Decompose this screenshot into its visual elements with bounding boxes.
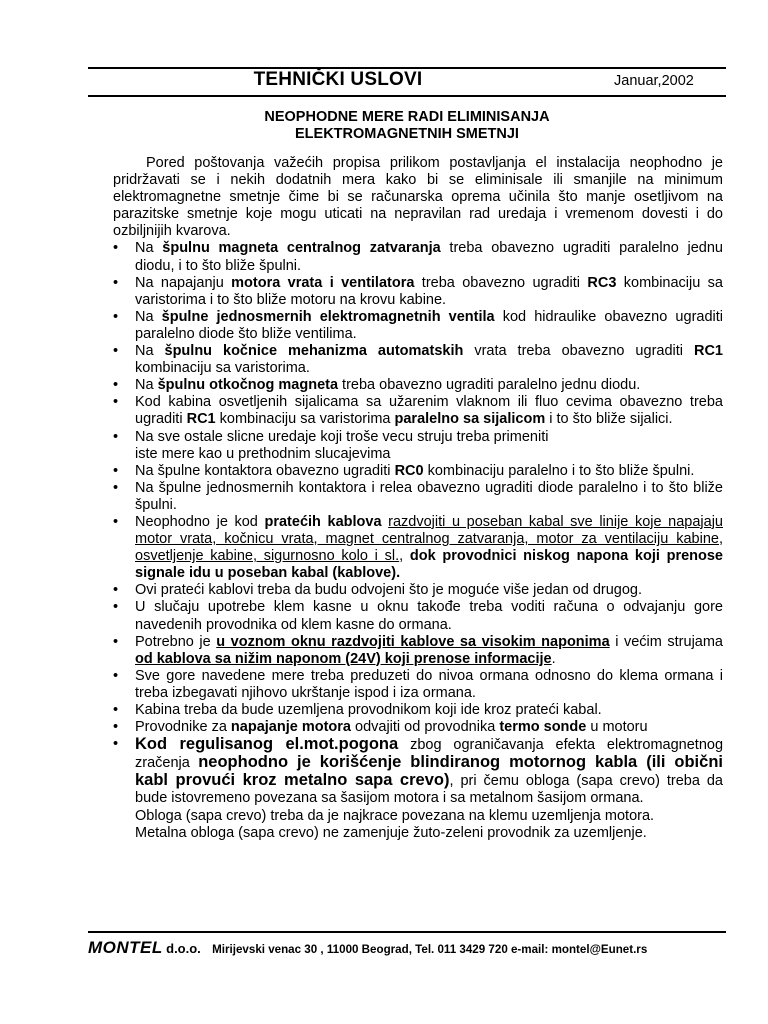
bullet-marker: • [113,719,119,736]
list-item-text: RC3 [587,274,617,291]
bullet-marker: • [113,599,119,616]
list-item-text: odvajiti od provodnika [350,719,500,736]
list-item [113,394,723,428]
document-title: TEHNIČKI USLOVI [253,69,423,90]
bullet-marker: • [113,736,119,753]
list-item [113,480,723,514]
document-body [113,155,723,842]
list-item [113,240,723,274]
list-item-text: Kod regulisanog el.mot.pogona [135,735,399,754]
list-item-text: Na špulne kontaktora obavezno ugraditi [135,462,395,479]
company-logo: MONTEL [88,938,163,957]
list-item-text: motora vrata i ventilatora [231,274,415,291]
list-item-text: kod hidraulike obavezno ugraditi paralelno diode što bliže ventilima. [135,308,723,342]
bullet-marker: • [113,274,119,291]
list-item-text: kombinaciju paralelno i to što bliže špulni. [423,462,695,479]
list-item-text: špulnu otkočnog magneta [157,377,339,394]
list-item-text: u motoru [586,719,648,736]
company-contact: Mirijevski venac 30 , 11000 Beograd, Tel. 011 3429 720 e-mail: montel@Eunet.rs [212,943,648,956]
intro-paragraph: Pored poštovanja važećih propisa prilikom postavljanja el instalacija neophodno je pridržavati se i nekih dodatnih mera kako bi se eliminisale ili smanjile na minimum elektromagnetne smetnje čime bi se računarska oprema učinila što manje osetljivom na parazitske smetnje koje mogu uticati na nepravilan rad uredaja i vremenom dovesti i do ozbiljnijih kvarova. [113,155,723,240]
list-item-text: treba obavezno ugraditi paralelno jednu diodu, i to što bliže špulni. [135,240,723,274]
list-item-text: vrata treba obavezno ugraditi [463,343,694,360]
bullet-marker: • [113,394,119,411]
bullet-marker: • [113,240,119,257]
list-item-text: razdvojiti u poseban kabal sve linije koje napajaju motor vrata, kočnicu vrata, magnet centralnog zatvaranja, motor za ventilaciju kabine, osvetljenje kabine, sigurnosno kolo i sl. [135,513,723,565]
list-item-text: kombinaciju sa varistorima [215,411,395,428]
list-item-text: U slučaju upotrebe klem kasne u oknu takođe treba voditi računa o odvajanju gore navedenih provodnika od klem kasne do ormana. [135,599,723,633]
list-item-text: i to što bliže sijalici. [545,411,673,428]
list-item [113,702,723,719]
list-item-text: od kablova sa nižim naponom (24V) koji prenose informacije [135,650,552,667]
list-item [113,719,723,736]
list-item-text: Na sve ostale slicne uredaje koji troše vecu struju treba primeniti [135,428,549,445]
list-item-text: špulnu magneta centralnog zatvaranja [162,240,441,257]
bullet-marker: • [113,702,119,718]
list-item-text: neophodno je korišćenje blindiranog motornog kabla (ili obični kabl provući kroz metalno sapa crevo) [135,753,723,790]
list-item [113,634,723,668]
list-item-text: Provodnike za [135,719,231,736]
list-item-text: kombinaciju sa varistorima i to što bliže motoru na krovu kabine. [135,274,723,308]
list-item-text: špulne jednosmernih elektromagnetnih ventila [161,308,495,325]
list-item-text: , pri čemu obloga (sapa crevo) treba da bude istovremeno povezana sa šasijom motora i sa metalnom šasijom ormana. [135,773,723,807]
list-item-text: RC0 [394,462,424,479]
list-item-text: Na [135,240,163,257]
list-item-text: Obloga (sapa crevo) treba da je najkrace povezana na klemu uzemljenja motora. [135,807,655,824]
list-item-text: zbog ograničavanja efekta elektromagnetnog zračenja [135,737,724,772]
bullet-marker: • [113,633,119,650]
section-heading-line-2: ELEKTROMAGNETNIH SMETNJI [295,126,519,142]
bullet-marker: • [113,513,119,530]
bullet-marker: • [113,667,119,684]
list-item-text: Kabina treba da bude uzemljena provodnikom koji ide kroz prateći kabal. [135,702,602,718]
list-item [113,582,723,599]
list-item-text: napajanje motora [230,719,351,736]
list-item-text: u voznom oknu razdvojiti kablove sa visokim naponima [216,633,610,650]
list-item [113,429,723,463]
list-item-text: Na [135,308,162,325]
requirements-list [113,240,723,841]
list-item-text: RC1 [693,343,723,360]
list-item-text: iste mere kao u prethodnim slucajevima [135,445,391,462]
list-item-text: pratećih kablova [264,513,382,530]
section-heading-line-1: NEOPHODNE MERE RADI ELIMINISANJA [264,109,550,125]
list-item-text: Sve gore navedene mere treba preduzeti do nivoa ormana odnosno do klema ormana i treba izbegavati njihovo ukrštanje ispod i iza ormana. [135,667,723,701]
list-item-text: Na [135,377,158,394]
list-item [113,275,723,309]
list-item-text: treba obavezno ugraditi paralelno jednu diodu. [338,377,641,394]
list-item-text: Kod kabina osvetljenih sijalicama sa užarenim vlaknom ili fluo cevima obavezno treba ugraditi [135,394,723,428]
footer-rule [88,931,726,933]
list-item-text: Na napajanju [135,274,232,291]
bullet-marker: • [113,428,119,445]
list-item-text: kombinaciju sa varistorima. [135,360,310,377]
list-item-text: , [399,548,410,565]
header-rule [88,95,726,97]
bullet-marker: • [113,479,119,496]
list-item-text: i većim strujama [609,633,723,650]
list-item-text: Ovi prateći kablovi treba da budu odvojeni što je moguće više jedan od drugog. [135,582,643,599]
bullet-marker: • [113,582,119,599]
list-item [113,377,723,394]
bullet-marker: • [113,308,119,325]
list-item-text: dok provodnici niskog napona koji prenose signale idu u poseban kabal (kablove). [135,548,723,582]
list-item-text: treba obavezno ugraditi [414,274,588,291]
list-item-text: špulnu kočnice mehanizma automatskih [164,343,464,360]
list-item-text: . [551,650,556,667]
list-item-text: Metalna obloga (sapa crevo) ne zamenjuje žuto-zeleni provodnik za uzemljenje. [135,824,647,841]
list-item-text: Neophodno je kod [135,513,265,530]
list-item [113,343,723,377]
document-header [88,69,726,93]
list-item [113,463,723,480]
bullet-marker: • [113,343,119,360]
bullet-marker: • [113,462,119,479]
list-item-text: Potrebno je [135,633,217,650]
list-item-text: Na [135,343,165,360]
list-item-text: termo sonde [499,719,587,736]
section-heading [88,109,726,143]
list-item [113,309,723,343]
company-suffix: d.o.o. [166,941,201,956]
list-item-text: RC1 [186,411,216,428]
list-item [113,736,723,842]
list-item [113,668,723,702]
list-item [113,514,723,582]
document-date: Januar,2002 [614,73,694,89]
list-item-text: Na špulne jednosmernih kontaktora i relea obavezno ugraditi diode paralelno i to što bliže špulni. [135,479,723,513]
bullet-marker: • [113,377,119,394]
page-footer [88,938,726,958]
list-item-text: paralelno sa sijalicom [394,411,546,428]
list-item [113,599,723,633]
